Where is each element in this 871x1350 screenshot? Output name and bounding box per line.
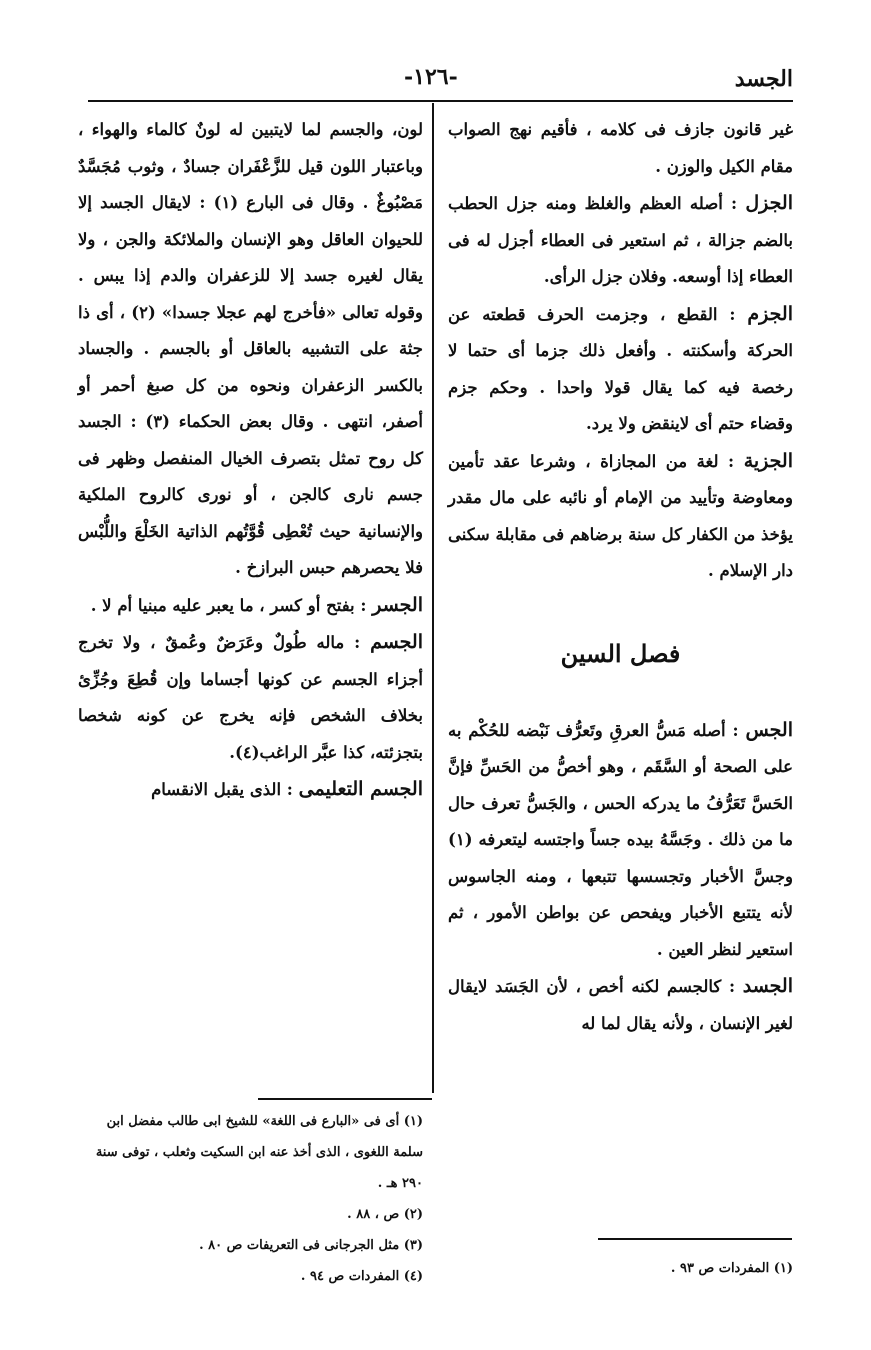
right-column xyxy=(448,112,793,1042)
headword: الجزل xyxy=(745,192,793,214)
section-title: فصل السين xyxy=(560,638,681,668)
definition: : أصله العظم والغلظ ومنه جزل الحطب بالضم جزالة ، ثم استعير فى العطاء أجزل له فى العطاء إذا أوسعه. وفلان جزل الرأى. xyxy=(448,194,793,286)
headword: الجزية xyxy=(743,449,793,472)
page-number: -١٢٦- xyxy=(404,64,458,90)
entry-jism xyxy=(78,624,423,771)
header-rule xyxy=(88,100,793,102)
footnotes-left xyxy=(78,1106,423,1292)
headword: الجسد xyxy=(742,975,793,997)
entry-jazl xyxy=(448,185,793,296)
footnote: (٣) مثل الجرجانى فى التعريفات ص ٨٠ . xyxy=(199,1238,423,1253)
entry-jisr xyxy=(78,587,423,625)
footnote: (٤) المفردات ص ٩٤ . xyxy=(300,1269,423,1284)
headword: الجسر xyxy=(372,593,423,616)
entry-jasad xyxy=(448,968,793,1042)
definition: : بفتح أو كسر ، ما يعبر عليه مبنيا أم لا . xyxy=(90,595,367,615)
footnote: (١) المفردات ص ٩٣ . xyxy=(670,1261,793,1276)
entry-jass xyxy=(448,712,793,969)
definition: : أصله مَسُّ العرقِ وتَعرُّف نَبْضه للحُكْم به على الصحة أو السَّقَم ، وهو أخصُّ من الحَسِّ فإنَّ الحَسَّ تَعَرُّفُ ما يدركه الحس ، والجَسُّ تعرف حال ما من ذلك . وجَسَّهُ بيده جساً واجتسه ليتعرفه (١) وجسَّ الأخبار وتجسسها تتبعها ، ومنه الجاسوس لأنه يتتبع الأخبار ويفحص عن بواطن الأمور ، ثم استعير لنظر العين . xyxy=(448,720,793,959)
footnote: (٢) ص ، ٨٨ . xyxy=(347,1207,423,1222)
footnote-rule xyxy=(598,1238,792,1240)
left-column xyxy=(78,112,423,809)
footnote: (١) أى فى «البارع فى اللغة» للشيخ ابى طالب مفضل ابن سلمة اللغوى ، الذى أخذ عنه ابن السكيت وثعلب ، توفى سنة ٢٩٠ هـ . xyxy=(95,1114,423,1191)
definition: : ماله طُولٌ وعَرَضٌ وعُمقٌ ، ولا تخرج أجزاء الجسم عن كونها أجساما وإن قُطِعَ وجُزِّئ بخلاف الشخص فإنه يخرج عن كونه شخصا بتجزئته، كذا عبَّر الراغب(٤). xyxy=(78,633,423,762)
definition: : لغة من المجازاة ، وشرعا عقد تأمين ومعاوضة وتأييد من الإمام أو نائبه على مال مقدر يؤخذ من الكفار كل سنة برضاهم فى مقابلة سكنى دار الإسلام . xyxy=(448,451,793,580)
definition: : القطع ، وجزمت الحرف قطعته عن الحركة وأسكنته . وأفعل ذلك جزما أى حتما لا رخصة فيه كما يقال قولا واحدا . وحكم جزم وقضاء حتم أى لاينقض ولا يرد. xyxy=(448,304,793,433)
definition: : كالجسم لكنه أخص ، لأن الجَسَد لايقال لغير الإنسان ، ولأنه يقال لما له xyxy=(448,977,793,1033)
headword: الجزم xyxy=(747,302,793,325)
footnote-rule xyxy=(258,1098,432,1100)
definition: : الذى يقبل الانقسام xyxy=(151,780,293,799)
running-head-word: الجسد xyxy=(734,66,793,92)
headword: الجسم xyxy=(370,631,423,653)
footnotes-right xyxy=(448,1254,793,1284)
continuation-text: غير قانون جازف فى كلامه ، فأقيم نهج الصواب مقام الكيل والوزن . xyxy=(448,120,793,176)
entry-jism-taalimi xyxy=(78,771,423,809)
column-divider xyxy=(432,103,434,1093)
continuation-text: لون، والجسم لما لايتبين له لونٌ كالماء والهواء ، وباعتبار اللون قيل للزَّعْفَران جسادٌ ، وثوب مُجَسَّدٌ مَصْبُوغٌ . وقال فى البارع (١) : لايقال الجسد إلا للحيوان العاقل وهو الإنسان والملائكة والجن ، ولا يقال لغيره جسد إلا للزعفران والدم إذا يبس . وقوله تعالى «فأخرج لهم عجلا جسدا» (٢) ، أى ذا جثة على التشبيه بالعاقل أو بالجسم . والجساد بالكسر الزعفران ونحوه من كل صبغ أحمر أو أصفر، انتهى . وقال بعض الحكماء (٣) : الجسد كل روح تمثل بتصرف الخيال المنفصل وظهر فى جسم نارى كالجن ، أو نورى كالروح الملكية والإنسانية حيث تُعْطِى قُوَّتُهم الذاتية الخَلْعَ واللُّبْس فلا يحصرهم حبس البرازخ . xyxy=(78,120,424,577)
headword: الجسم التعليمى xyxy=(298,778,423,800)
entry-jizya xyxy=(448,443,793,590)
entry-jazm xyxy=(448,296,793,443)
headword: الجس xyxy=(745,718,793,741)
